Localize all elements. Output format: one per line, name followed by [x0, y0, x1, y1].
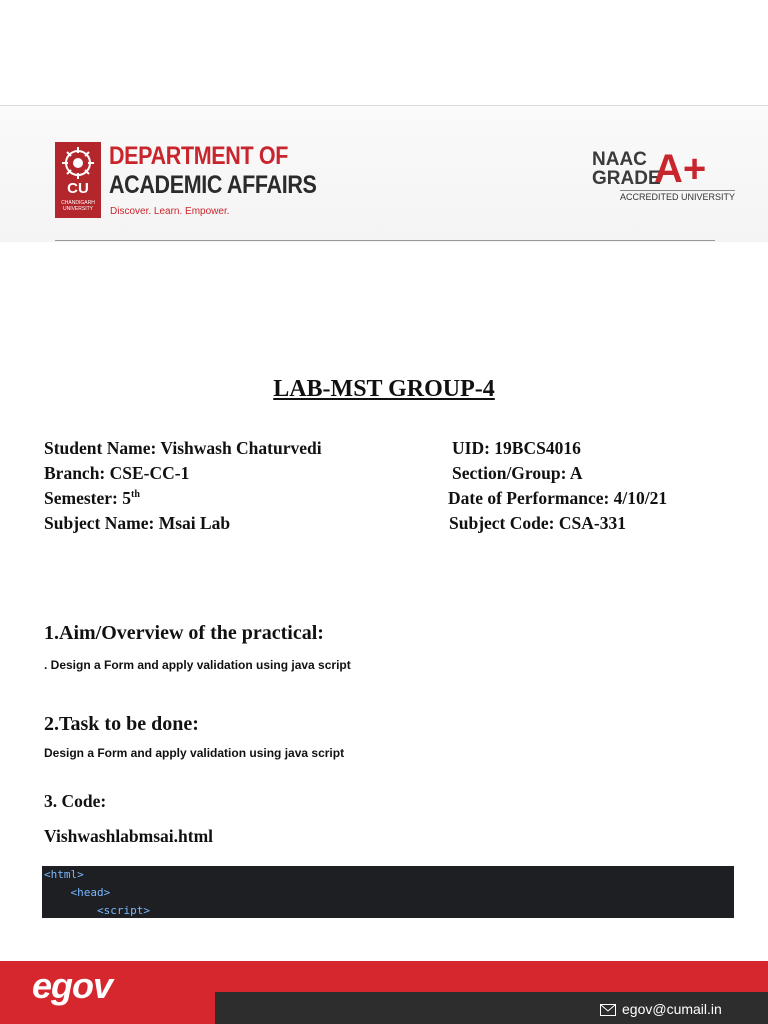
mail-icon	[600, 1004, 616, 1016]
naac-grade: A+	[654, 147, 707, 191]
naac-text	[592, 150, 661, 188]
naac-line1: NAAC	[592, 149, 647, 170]
code-block	[42, 866, 734, 918]
page-title: LAB-MST GROUP-4	[273, 376, 495, 402]
date-of-performance: Date of Performance: 4/10/21	[448, 488, 668, 508]
naac-accredited: ACCREDITED UNIVERSITY	[620, 192, 736, 202]
student-name: Student Name: Vishwash Chaturvedi	[44, 438, 322, 458]
logo-subtext: CHANDIGARH UNIVERSITY	[61, 200, 95, 212]
department-line2: ACADEMIC AFFAIRS	[109, 171, 317, 199]
department-title	[109, 142, 317, 200]
aim-heading: 1.Aim/Overview of the practical:	[44, 622, 324, 644]
aim-text: . Design a Form and apply validation using java script	[44, 658, 351, 672]
code-heading: 3. Code:	[44, 791, 107, 811]
subject-name: Subject Name: Msai Lab	[44, 513, 231, 533]
department-line1: DEPARTMENT OF	[109, 142, 289, 170]
semester	[44, 488, 140, 509]
egov-logo: egov	[32, 965, 113, 1006]
code-line: <script>	[44, 904, 150, 917]
semester-value: Semester: 5	[44, 488, 131, 508]
naac-line2: GRADE	[592, 168, 661, 189]
section-group: Section/Group: A	[452, 463, 583, 483]
semester-suffix: th	[130, 489, 140, 501]
uid: UID: 19BCS4016	[452, 438, 581, 458]
naac-badge	[592, 147, 736, 202]
task-text: Design a Form and apply validation using java script	[44, 746, 345, 760]
subject-code: Subject Code: CSA-331	[449, 513, 626, 533]
task-heading: 2.Task to be done:	[44, 713, 199, 735]
code-line: <head>	[44, 886, 111, 899]
university-logo	[55, 142, 101, 218]
code-line: <html>	[44, 868, 84, 881]
footer	[0, 961, 768, 1024]
logo-letters: CU	[67, 180, 89, 197]
department-tagline: Discover. Learn. Empower.	[110, 206, 230, 217]
footer-email: egov@cumail.in	[622, 1001, 722, 1017]
header-divider	[55, 240, 715, 241]
file-name: Vishwashlabmsai.html	[44, 826, 214, 846]
branch: Branch: CSE-CC-1	[44, 463, 190, 483]
university-emblem-icon	[61, 146, 95, 180]
